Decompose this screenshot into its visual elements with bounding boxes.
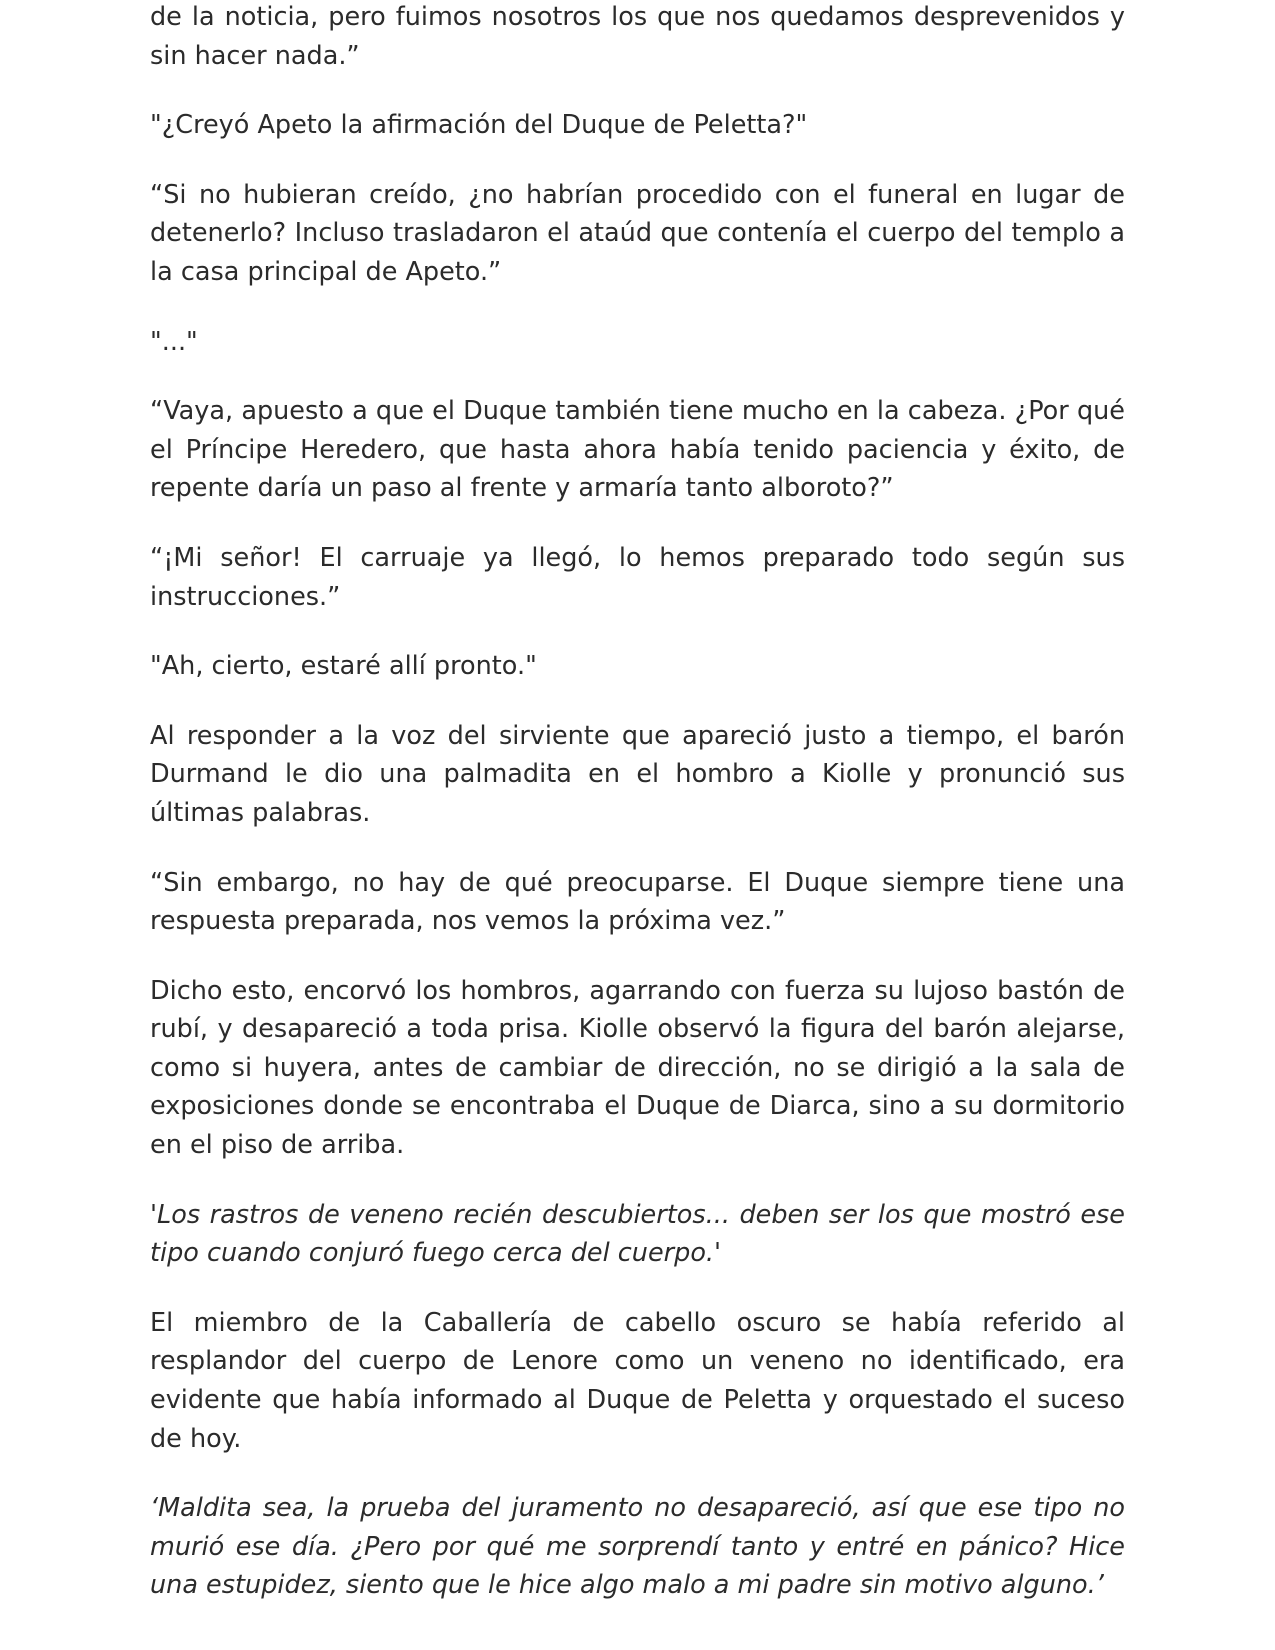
paragraph-4: "..." <box>150 326 198 357</box>
paragraph-5: “Vaya, apuesto a que el Duque también tiene mucho en la cabeza. ¿Por qué el Príncipe Heredero, que hasta ahora había tenido paciencia y éxito, de repente daría un paso al frente y armaría tanto alboroto?” <box>150 396 1125 504</box>
paragraph-10: Dicho esto, encorvó los hombros, agarrando con fuerza su lujoso bastón de rubí, y desapareció a toda prisa. Kiolle observó la figura del barón alejarse, como si huyera, antes de cambiar de dirección, no se dirigió a la sala de exposiciones donde se encontraba el Duque de Diarca, sino a su dormitorio en el piso de arriba. <box>150 975 1125 1161</box>
paragraph-2: "¿Creyó Apeto la afirmación del Duque de Peletta?" <box>150 110 808 141</box>
paragraph-12: El miembro de la Caballería de cabello oscuro se había referido al resplandor del cuerpo de Lenore como un veneno no identificado, era evidente que había informado al Duque de Peletta y orquestado el suceso de hoy. <box>150 1307 1125 1454</box>
paragraph-8: Al responder a la voz del sirviente que apareció justo a tiempo, el barón Durmand le dio una palmadita en el hombro a Kiolle y pronunció sus últimas palabras. <box>150 720 1125 828</box>
paragraph-13-thought: ‘Maldita sea, la prueba del juramento no desapareció, así que ese tipo no murió ese día. ¿Pero por qué me sorprendí tanto y entré en pánico? Hice una estupidez, siento que le hice algo malo a mi padre sin motivo alguno.’ <box>150 1493 1125 1601</box>
paragraph-6: “¡Mi señor! El carruaje ya llegó, lo hemos preparado todo según sus instrucciones.” <box>150 542 1125 612</box>
paragraph-3: “Si no hubieran creído, ¿no habrían procedido con el funeral en lugar de detenerlo? Incluso trasladaron el ataúd que contenía el cuerpo del templo a la casa principal de Apeto.” <box>150 179 1125 287</box>
paragraph-9: “Sin embargo, no hay de qué preocuparse. El Duque siempre tiene una respuesta preparada, nos vemos la próxima vez.” <box>150 867 1125 937</box>
paragraph-1: de la noticia, pero fuimos nosotros los que nos quedamos desprevenidos y sin hacer nada.” <box>150 2 1125 71</box>
paragraph-11-thought: 'Los rastros de veneno recién descubiertos... deben ser los que mostró ese tipo cuando conjuró fuego cerca del cuerpo.' <box>150 1199 1125 1269</box>
document-page <box>150 0 1125 1636</box>
paragraph-7: "Ah, cierto, estaré allí pronto." <box>150 651 537 682</box>
